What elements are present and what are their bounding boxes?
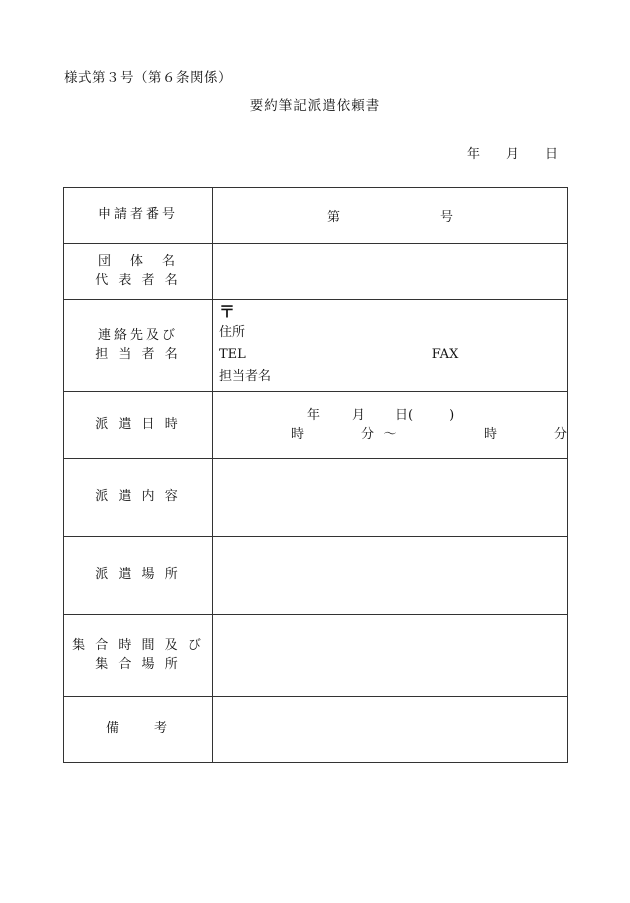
meeting-time-label: 集 合 時 間 及 び bbox=[72, 637, 204, 653]
request-form-table bbox=[63, 187, 568, 763]
organization-label bbox=[64, 244, 213, 300]
row-meeting bbox=[64, 615, 568, 697]
dispatch-content-field[interactable] bbox=[213, 459, 568, 537]
row-applicant-number bbox=[64, 188, 568, 244]
document-title: 要約筆記派遣依頼書 bbox=[249, 98, 381, 114]
meeting-field[interactable] bbox=[213, 615, 568, 697]
remarks-field[interactable] bbox=[213, 697, 568, 763]
dispatch-place-label: 派 遣 場 所 bbox=[64, 537, 213, 615]
row-dispatch-place bbox=[64, 537, 568, 615]
contact-label-line1: 連絡先及び bbox=[97, 327, 178, 343]
date-day-label: 日 bbox=[544, 147, 558, 162]
address-label: 住所 bbox=[219, 325, 246, 340]
representative-name-label: 代 表 者 名 bbox=[95, 272, 181, 288]
dispatch-end-minute-label: 分 bbox=[553, 427, 567, 442]
fax-label: FAX bbox=[431, 347, 459, 362]
applicant-number-suffix: 号 bbox=[440, 210, 454, 225]
dispatch-start-hour-label: 時 bbox=[291, 427, 305, 442]
row-dispatch-datetime bbox=[64, 392, 568, 459]
dispatch-year-label: 年 bbox=[307, 408, 321, 423]
tel-label: TEL bbox=[219, 347, 246, 362]
dispatch-content-label: 派 遣 内 容 bbox=[64, 459, 213, 537]
contact-label-line2: 担 当 者 名 bbox=[95, 346, 181, 362]
dispatch-month-label: 月 bbox=[352, 408, 366, 423]
remarks-label: 備 考 bbox=[64, 697, 213, 763]
contact-label bbox=[64, 300, 213, 392]
person-in-charge-label: 担当者名 bbox=[219, 369, 272, 384]
form-number: 様式第３号（第６条関係） bbox=[64, 70, 232, 86]
dispatch-start-minute-label: 分 bbox=[361, 427, 375, 442]
dispatch-datetime-label: 派 遣 日 時 bbox=[64, 392, 213, 459]
meeting-label bbox=[64, 615, 213, 697]
dispatch-time-range-tilde: ～ bbox=[383, 427, 397, 442]
application-date bbox=[467, 143, 558, 162]
dispatch-place-field[interactable] bbox=[213, 537, 568, 615]
applicant-number-prefix: 第 bbox=[326, 210, 340, 225]
postal-code-mark: 〒 bbox=[219, 302, 236, 321]
dispatch-datetime-field[interactable] bbox=[213, 392, 568, 459]
meeting-place-label: 集 合 場 所 bbox=[95, 656, 181, 672]
row-organization bbox=[64, 244, 568, 300]
row-contact bbox=[64, 300, 568, 392]
dispatch-end-hour-label: 時 bbox=[483, 427, 497, 442]
row-dispatch-content bbox=[64, 459, 568, 537]
row-remarks bbox=[64, 697, 568, 763]
organization-field[interactable] bbox=[213, 244, 568, 300]
organization-name-label: 団 体 名 bbox=[97, 253, 178, 269]
dispatch-weekday-close: ) bbox=[449, 408, 455, 423]
contact-field[interactable] bbox=[213, 300, 568, 392]
date-month-label: 月 bbox=[505, 147, 519, 162]
applicant-number-label: 申請者番号 bbox=[64, 188, 213, 244]
date-year-label: 年 bbox=[466, 147, 480, 162]
applicant-number-field[interactable] bbox=[213, 188, 568, 244]
dispatch-day-label: 日( bbox=[395, 408, 414, 423]
